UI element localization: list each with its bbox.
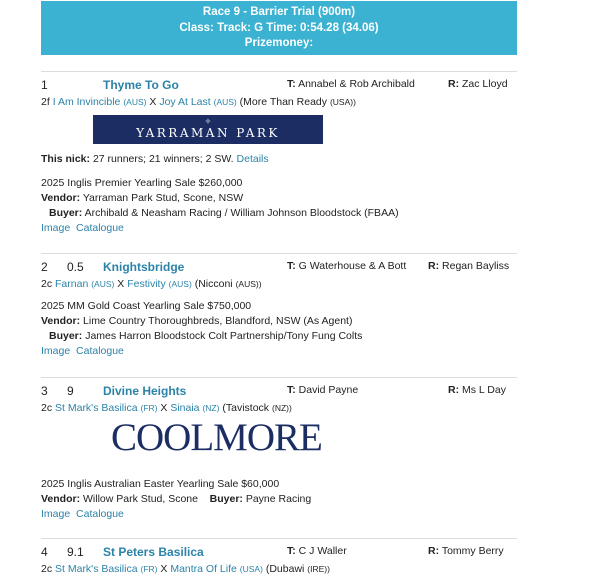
rider: R: Ms L Day (448, 384, 506, 396)
dam-link[interactable]: Sinaia (170, 402, 200, 414)
finish-position: 2 (41, 260, 48, 274)
runner-entry (41, 78, 517, 108)
race-header-banner (41, 1, 517, 55)
catalogue-link[interactable]: Catalogue (76, 222, 124, 234)
runner-entry (41, 545, 517, 575)
pedigree: 2c St Mark's Basilica (FR) X Mantra Of Life (USA) (Dubawi (IRE)) (41, 563, 330, 575)
margin: 9.1 (67, 545, 84, 559)
vendor: Vendor: Yarraman Park Stud, Scone, NSW (41, 192, 244, 204)
sire-link[interactable]: St Mark's Basilica (55, 563, 138, 575)
sire-link[interactable]: Farnan (55, 278, 89, 290)
pedigree: 2c St Mark's Basilica (FR) X Sinaia (NZ) (Tavistock (NZ)) (41, 402, 292, 414)
race-title: Race 9 - Barrier Trial (900m) (202, 6, 356, 18)
dam-link[interactable]: Joy At Last (159, 96, 211, 108)
sale-info: 2025 Inglis Australian Easter Yearling Sale $60,000 (41, 478, 280, 490)
trainer: T: Annabel & Rob Archibald (287, 78, 415, 90)
vendor-buyer: Vendor: Willow Park Stud, Scone Buyer: Payne Racing (41, 493, 312, 505)
entry-3-details (41, 477, 517, 522)
divider (41, 71, 517, 72)
sire-link[interactable]: I Am Invincible (52, 96, 121, 108)
yarraman-emblem-icon: ✧ (204, 117, 212, 126)
horse-name-link[interactable]: Divine Heights (103, 384, 187, 398)
margin: 0.5 (67, 260, 84, 274)
catalogue-link[interactable]: Catalogue (76, 508, 124, 520)
dam-link[interactable]: Festivity (127, 278, 166, 290)
coolmore-logo: COOLMORE (111, 416, 322, 459)
trainer: T: C J Waller (287, 545, 347, 557)
nick-details-link[interactable]: Details (236, 153, 269, 165)
buyer: Buyer: Archibald & Neasham Racing / William Johnson Bloodstock (FBAA) (49, 207, 399, 219)
horse-name-link[interactable]: Knightsbridge (103, 260, 185, 274)
pedigree: 2c Farnan (AUS) X Festivity (AUS) (Nicconi (AUS)) (41, 278, 262, 290)
entry-links (41, 507, 517, 522)
horse-name-link[interactable]: St Peters Basilica (103, 545, 204, 559)
image-link[interactable]: Image (41, 222, 71, 234)
divider (41, 253, 517, 254)
race-class-time: Class: Track: G Time: 0:54.28 (34.06) (179, 21, 379, 34)
entry-1-details (41, 152, 517, 236)
finish-position: 3 (41, 384, 48, 398)
trainer: T: G Waterhouse & A Bott (287, 260, 407, 272)
catalogue-link[interactable]: Catalogue (76, 345, 124, 357)
buyer: Buyer: James Harron Bloodstock Colt Partnership/Tony Fung Colts (49, 330, 363, 342)
divider (41, 538, 517, 539)
rider: R: Zac Lloyd (448, 78, 508, 90)
finish-position: 1 (41, 78, 48, 92)
pedigree: 2f I Am Invincible (AUS) X Joy At Last (AUS) (More Than Ready (USA)) (41, 96, 356, 108)
trainer: T: David Payne (287, 384, 359, 396)
yarraman-park-logo: ✧ YARRAMAN PARK (93, 115, 323, 144)
sire-link[interactable]: St Mark's Basilica (55, 402, 138, 414)
runner-entry (41, 384, 517, 414)
entry-links (41, 221, 517, 236)
sale-info: 2025 MM Gold Coast Yearling Sale $750,000 (41, 300, 252, 312)
vendor: Vendor: Lime Country Thoroughbreds, Blandford, NSW (As Agent) (41, 315, 353, 327)
finish-position: 4 (41, 545, 48, 559)
dam-link[interactable]: Mantra Of Life (170, 563, 237, 575)
rider: R: Regan Bayliss (428, 260, 510, 272)
margin: 9 (67, 384, 74, 398)
nick-stats: This nick: 27 runners; 21 winners; 2 SW. Details (41, 153, 269, 165)
image-link[interactable]: Image (41, 508, 71, 520)
divider (41, 377, 517, 378)
horse-name-link[interactable]: Thyme To Go (103, 78, 179, 92)
race-prizemoney: Prizemoney: (244, 37, 314, 49)
image-link[interactable]: Image (41, 345, 71, 357)
rider: R: Tommy Berry (428, 545, 504, 557)
entry-links (41, 344, 517, 359)
runner-entry (41, 260, 517, 359)
sale-info: 2025 Inglis Premier Yearling Sale $260,000 (41, 177, 243, 189)
